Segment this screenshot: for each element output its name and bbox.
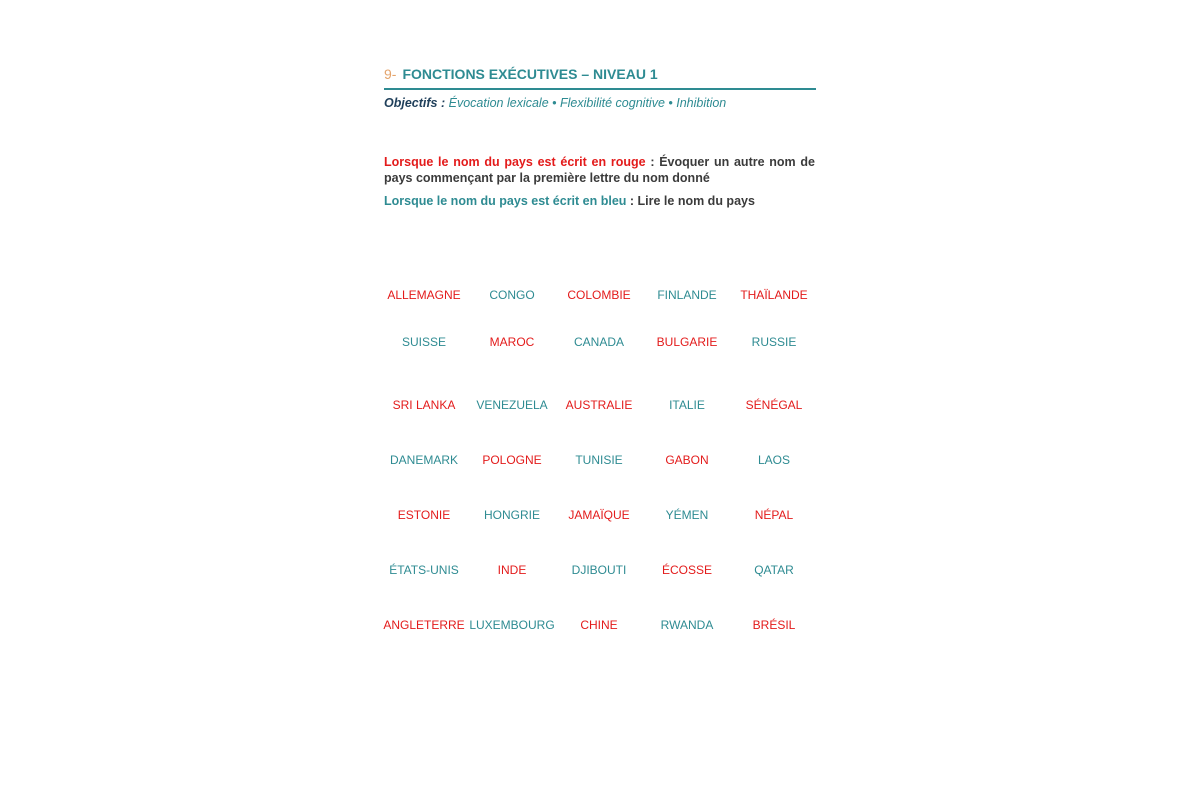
country-item: TUNISIE xyxy=(575,453,623,467)
objectives-line xyxy=(384,96,824,110)
country-item: JAMAÏQUE xyxy=(568,508,630,522)
country-item: DANEMARK xyxy=(389,453,458,467)
country-item: LUXEMBOURG xyxy=(469,618,555,632)
country-item: POLOGNE xyxy=(482,453,542,467)
country-item: BRÉSIL xyxy=(752,618,796,632)
country-item: BULGARIE xyxy=(656,335,718,349)
country-item: YÉMEN xyxy=(665,508,709,522)
section-title: FONCTIONS EXÉCUTIVES – NIVEAU 1 xyxy=(402,66,658,82)
country-item: COLOMBIE xyxy=(567,288,631,302)
country-item: ITALIE xyxy=(669,398,705,412)
country-item: CANADA xyxy=(573,335,624,349)
country-item: SÉNÉGAL xyxy=(745,398,803,412)
country-item: VENEZUELA xyxy=(476,398,548,412)
country-item: CHINE xyxy=(580,618,618,632)
country-item: ANGLETERRE xyxy=(383,618,465,632)
blue-task: : Lire le nom du pays xyxy=(626,194,755,208)
objectives-label: Objectifs : xyxy=(384,96,446,110)
instruction-red-rule xyxy=(384,154,815,186)
country-item: LAOS xyxy=(757,453,790,467)
country-item: INDE xyxy=(497,563,527,577)
country-item: SUISSE xyxy=(401,335,446,349)
country-item: NÉPAL xyxy=(754,508,794,522)
country-item: ÉTATS-UNIS xyxy=(389,563,459,577)
country-item: RUSSIE xyxy=(751,335,797,349)
objectives-text: Évocation lexicale • Flexibilité cognitive • Inhibition xyxy=(448,96,727,110)
country-item: FINLANDE xyxy=(657,288,717,302)
section-header xyxy=(384,66,816,90)
country-item: RWANDA xyxy=(660,618,714,632)
country-item: AUSTRALIE xyxy=(565,398,633,412)
country-item: DJIBOUTI xyxy=(571,563,627,577)
country-item: HONGRIE xyxy=(483,508,540,522)
country-item: ALLEMAGNE xyxy=(387,288,461,302)
country-item: QATAR xyxy=(754,563,794,577)
country-item: MAROC xyxy=(489,335,535,349)
blue-condition: Lorsque le nom du pays est écrit en bleu xyxy=(384,194,627,208)
red-condition: Lorsque le nom du pays est écrit en rouge xyxy=(384,155,646,169)
country-item: ÉCOSSE xyxy=(661,563,712,577)
section-number: 9- xyxy=(384,66,397,82)
instruction-blue-rule xyxy=(384,193,824,209)
country-item: CONGO xyxy=(489,288,535,302)
country-item: GABON xyxy=(665,453,709,467)
red-task: : Évoquer un autre nom de pays commençant par la première lettre du nom donné xyxy=(384,155,815,185)
country-item: SRI LANKA xyxy=(392,398,456,412)
country-item: ESTONIE xyxy=(397,508,451,522)
country-item: THAÏLANDE xyxy=(740,288,808,302)
